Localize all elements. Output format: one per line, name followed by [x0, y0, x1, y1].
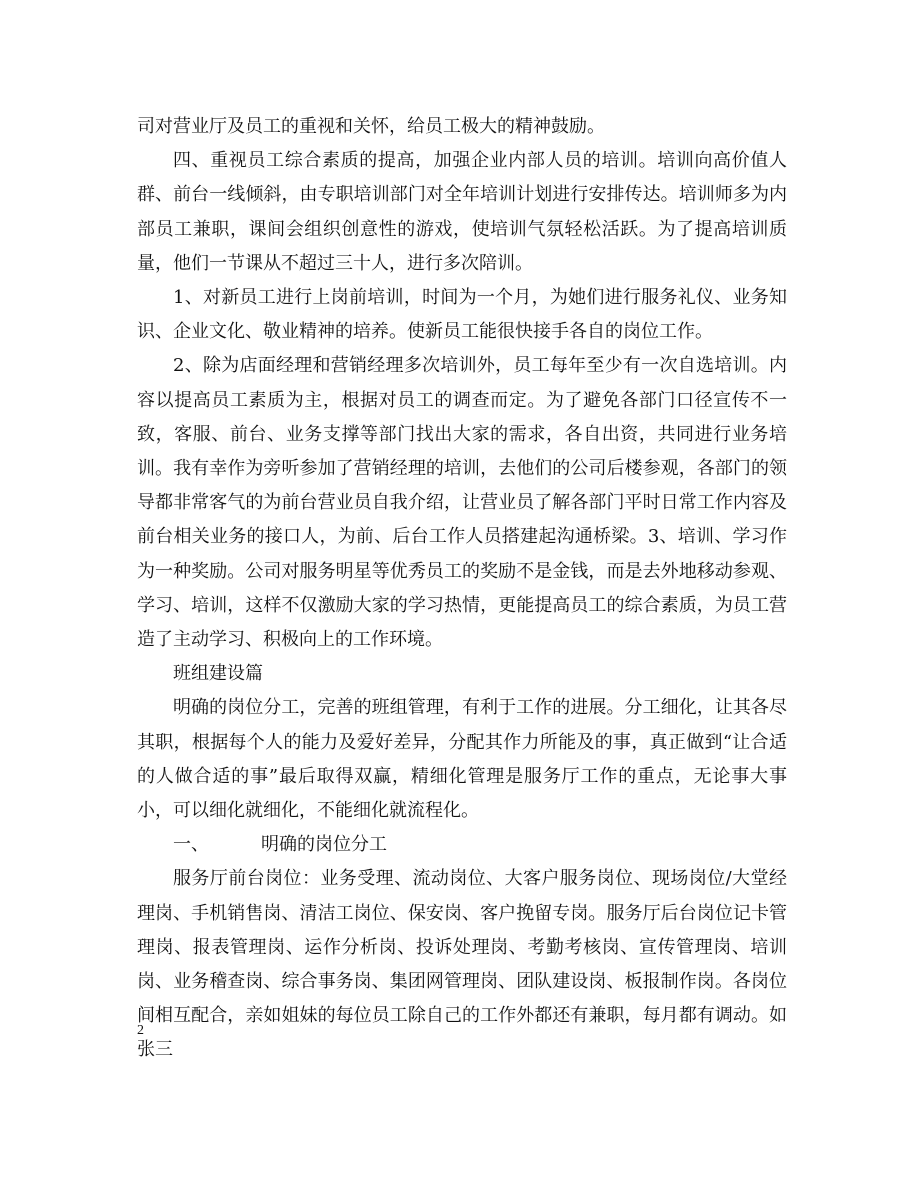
- subsection-title: 明确的岗位分工: [261, 834, 387, 856]
- section-title-team-building: 班组建设篇: [173, 663, 263, 685]
- paragraph-continuation: 司对营业厅及员工的重视和关怀，给员工极大的精神鼓励。: [137, 116, 605, 137]
- page-number: 2: [137, 1023, 144, 1038]
- paragraph-elective-training: 2、除为店面经理和营销经理多次培训外，员工每年至少有一次自选培训。内容以提高员工素质为主，根据对员工的调查而定。为了避免各部门口径宣传不一致，客服、前台、业务支撑等部门找出大家的需求，各自出资，共同进行业务培训。我有幸作为旁听参加了营销经理的培训，去他们的公司后楼参观，各部门的领导都非常客气的为前台营业员自我介绍，让营业员了解各部门平时日常工作内容及前台相关业务的接口人，为前、后台工作人员搭建起沟通桥梁。3、培训、学习作为一种奖励。公司对服务明星等优秀员工的奖励不是金钱，而是去外地移动参观、学习、培训，这样不仅激励大家的学习热情，更能提高员工的综合素质，为员工营造了主动学习、积极向上的工作环境。: [137, 355, 787, 651]
- paragraph-training-intro: 四、重视员工综合素质的提高，加强企业内部人员的培训。培训向高价值人群、前台一线倾斜，由专职培训部门对全年培训计划进行安排传达。培训师多为内部员工兼职，课间会组织创意性的游戏，使培训气氛轻松活跃。为了提高培训质量，他们一节课从不超过三十人，进行多次陪训。: [137, 150, 787, 274]
- document-body: [137, 110, 787, 1068]
- paragraph-new-staff-training: 1、对新员工进行上岗前培训，时间为一个月，为她们进行服务礼仪、业务知识、企业文化、敬业精神的培养。使新员工能很快接手各自的岗位工作。: [137, 287, 787, 343]
- paragraph-team-management: 明确的岗位分工，完善的班组管理，有利于工作的进展。分工细化，让其各尽其职，根据每个人的能力及爱好差异，分配其作力所能及的事，真正做到“让合适的人做合适的事”最后取得双赢，精细化管理是服务厅工作的重点，无论事大事小，可以细化就细化，不能细化就流程化。: [137, 697, 787, 822]
- subsection-number: 一、: [173, 834, 209, 856]
- paragraph-job-positions: 服务厅前台岗位：业务受理、流动岗位、大客户服务岗位、现场岗位/大堂经理岗、手机销售岗、清洁工岗位、保安岗、客户挽留专岗。服务厅后台岗位记卡管理岗、报表管理岗、运作分析岗、投诉处理岗、考勤考核岗、宣传管理岗、培训岗、业务稽查岗、综合事务岗、集团网管理岗、团队建设岗、板报制作岗。各岗位间相互配合，亲如姐妹的每位员工除自己的工作外都还有兼职，每月都有调动。如张三: [137, 868, 787, 1061]
- subsection-heading: [137, 828, 787, 862]
